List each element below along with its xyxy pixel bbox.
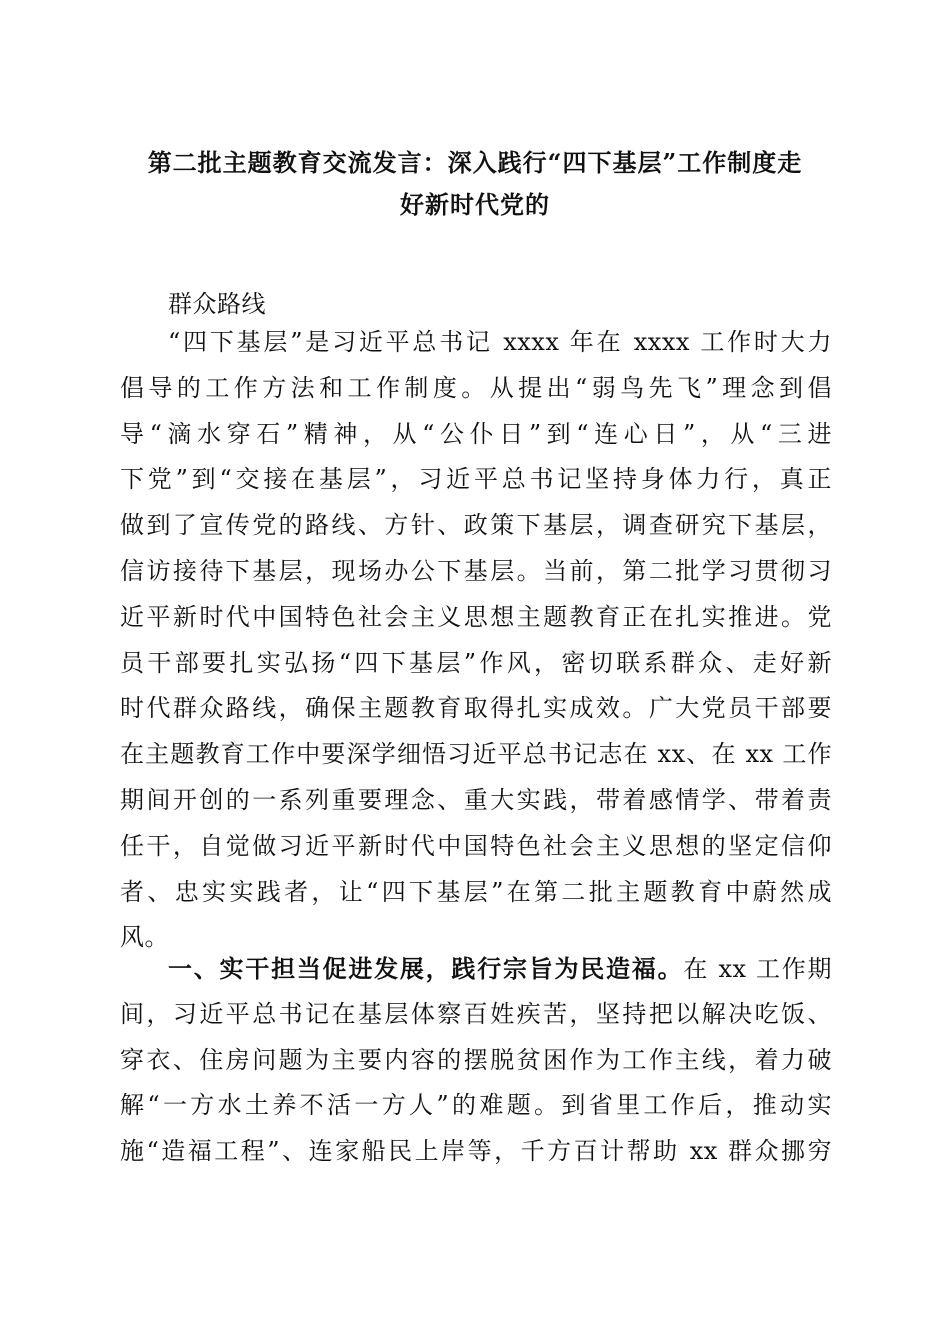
- subtitle-line: 群众路线: [168, 290, 266, 318]
- paragraph-intro: [120, 320, 832, 961]
- paragraph-line: 解“一方水土养不活一方人”的难题。到省里工作后，推动实: [120, 1091, 832, 1120]
- section-1-first-line: [120, 946, 832, 992]
- paragraph-line: 近平新时代中国特色社会主义思想主题教育正在扎实推进。党: [120, 602, 832, 631]
- paragraph-line: 时代群众路线，确保主题教育取得扎实成效。广大党员干部要: [120, 694, 832, 723]
- paragraph-line: 下党”到“交接在基层”，习近平总书记坚持身体力行，真正: [120, 465, 832, 494]
- paragraph-line: “四下基层”是习近平总书记 xxxx 年在 xxxx 工作时大力: [168, 328, 832, 356]
- paragraph-line: 信访接待下基层，现场办公下基层。当前，第二批学习贯彻习: [120, 556, 832, 585]
- paragraph-line: 任干，自觉做习近平新时代中国特色社会主义思想的坚定信仰: [120, 831, 832, 860]
- title-line: 好新时代党的: [400, 190, 550, 219]
- paragraph-line: 做到了宣传党的路线、方针、政策下基层，调查研究下基层，: [120, 511, 832, 540]
- document-title: [100, 142, 850, 226]
- paragraph-line: 间，习近平总书记在基层体察百姓疾苦，坚持把以解决吃饭、: [120, 999, 832, 1028]
- section-1-heading: 一、实干担当促进发展，践行宗旨为民造福。: [168, 954, 684, 983]
- paragraph-line: 期间开创的一系列重要理念、重大实践，带着感情学、带着责: [120, 785, 832, 814]
- title-line: 第二批主题教育交流发言：深入践行“四下基层”工作制度走: [147, 148, 803, 177]
- paragraph-line: 倡导的工作方法和工作制度。从提出“弱鸟先飞”理念到倡: [120, 373, 832, 402]
- paragraph-line: 导“滴水穿石”精神，从“公仆日”到“连心日”，从“三进: [120, 419, 832, 448]
- paragraph-line: 者、忠实实践者，让“四下基层”在第二批主题教育中蔚然成: [120, 877, 832, 906]
- paragraph-line: 风。: [120, 923, 169, 952]
- section-1-heading-rest: 在 xx 工作期: [683, 955, 833, 983]
- paragraph-line: 穿衣、住房问题为主要内容的摆脱贫困作为工作主线，着力破: [120, 1045, 832, 1074]
- paragraph-line: 施“造福工程”、连家船民上岸等，千方百计帮助 xx 群众挪穷: [120, 1137, 832, 1166]
- section-1: [120, 946, 832, 1175]
- paragraph-line: 在主题教育工作中要深学细悟习近平总书记志在 xx、在 xx 工作: [120, 740, 832, 769]
- paragraph-line: 员干部要扎实弘扬“四下基层”作风，密切联系群众、走好新: [120, 648, 832, 677]
